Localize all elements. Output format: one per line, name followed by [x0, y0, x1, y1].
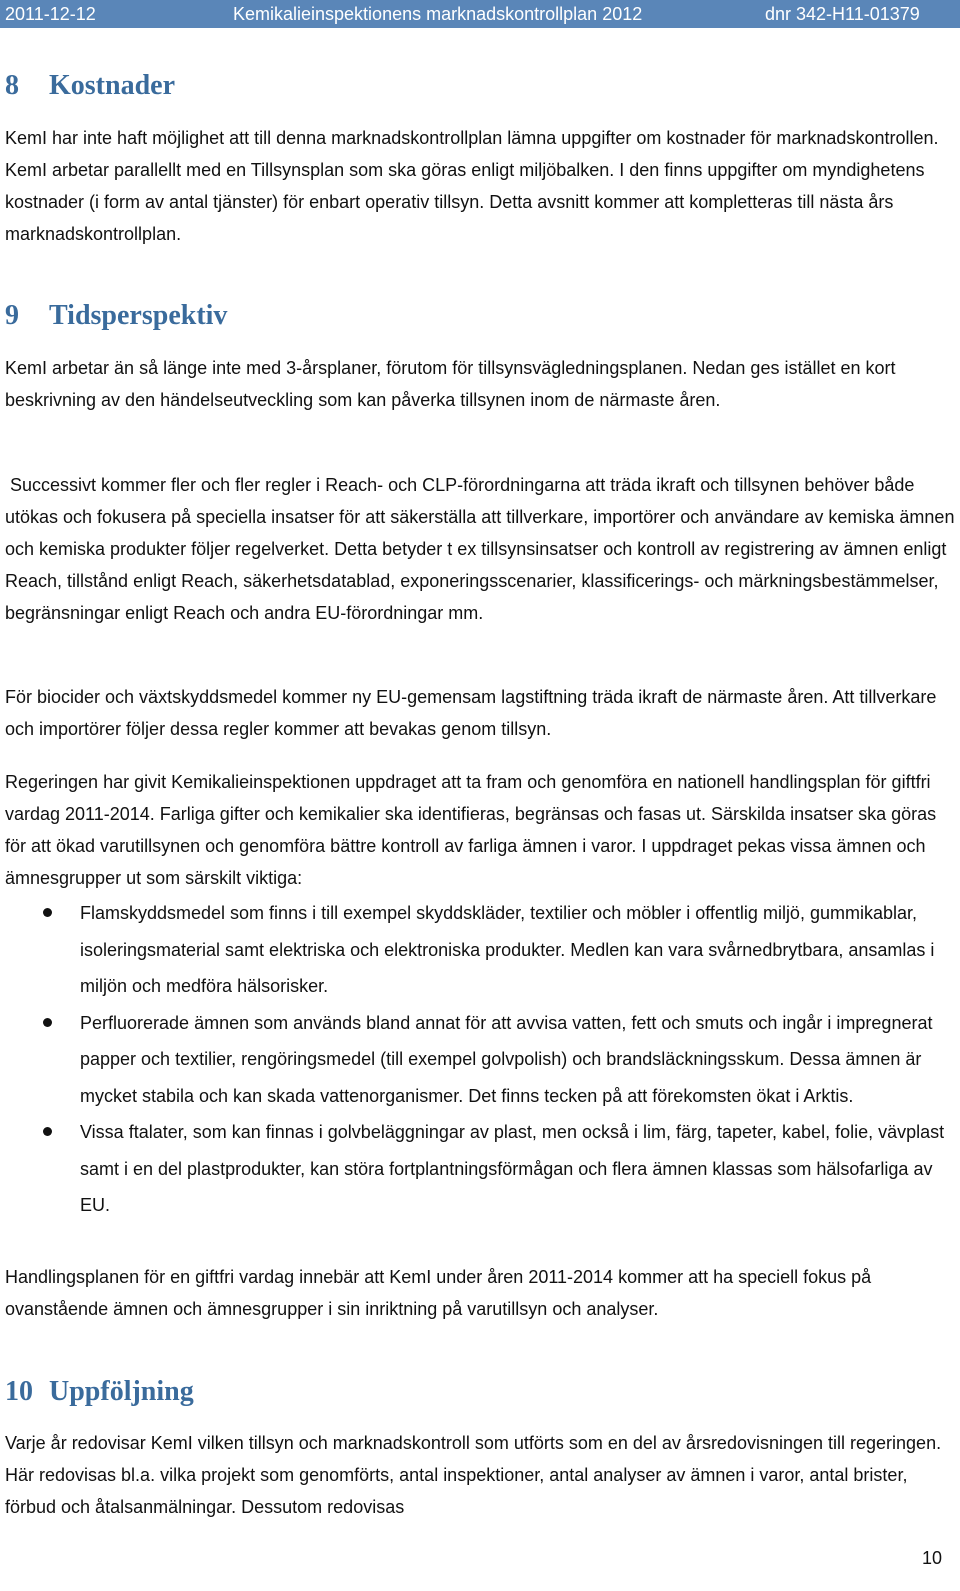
section-number: 8	[5, 70, 19, 101]
list-item-text: Perfluorerade ämnen som används bland annat för att avvisa vatten, fett och smuts och ingår i impregnerat papper och textilier, rengöringsmedel (till exempel golvpolish) och brandsläckningsskum. Dessa ämnen är mycket stabila och kan skada vattenorganismer. Det finns tecken på att förekomsten ökat i Arktis.	[80, 1012, 933, 1106]
header-title: Kemikalieinspektionens marknadskontrollplan 2012	[233, 4, 643, 24]
substance-list	[0, 895, 955, 1224]
section-title: Uppföljning	[49, 1376, 194, 1407]
section-number: 9	[5, 300, 19, 331]
list-item	[0, 1005, 955, 1115]
paragraph-tidsperspektiv-intro: KemI arbetar än så länge inte med 3-årsplaner, förutom för tillsynsvägledningsplanen. Nedan ges istället en kort beskrivning av den händelseutveckling som kan påverka tillsynen inom de närmaste åren.	[5, 358, 896, 410]
paragraph-kostnader: KemI har inte haft möjlighet att till denna marknadskontrollplan lämna uppgifter om kostnader för marknadskontrollen. KemI arbetar parallellt med en Tillsynsplan som ska göras enligt miljöbalken. I den finns uppgifter om myndighetens kostnader (i form av antal tjänster) för enbart operativ tillsyn. Detta avsnitt kommer att kompletteras till nästa års marknadskontrollplan.	[5, 128, 939, 244]
section-number: 10	[5, 1376, 33, 1407]
section-heading-kostnader	[5, 70, 175, 102]
list-item-text: Vissa ftalater, som kan finnas i golvbeläggningar av plast, men också i lim, färg, tapeter, kabel, folie, vävplast samt i en del plastprodukter, kan störa fortplantningsförmågan och flera ämnen klassas som hälsofarliga av EU.	[80, 1122, 945, 1215]
paragraph-reach-clp: Successivt kommer fler och fler regler i Reach- och CLP-förordningarna att träda ikraft och tillsynen behöver både utökas och fokusera på speciella insatser för att säkerställa att tillverkare, importörer och användare av kemiska ämnen och kemiska produkter följer regelverket. Detta betyder t ex tillsynsinsatser och kontroll av registrering av ämnen enligt Reach, tillstånd enligt Reach, säkerhetsdatablad, exponeringsscenarier, klassificerings- och märkningsbestämmelser, begränsningar enligt Reach och andra EU-förordningar mm.	[5, 475, 960, 623]
bullet-icon	[43, 1127, 52, 1136]
section-title: Tidsperspektiv	[49, 300, 228, 331]
list-item-text: Flamskyddsmedel som finns i till exempel skyddskläder, textilier och möbler i offentlig miljö, gummikablar, isoleringsmaterial samt elektriska och elektroniska produkter. Medlen kan vara svårnedbrytbara, ansamlas i miljön och medföra hälsorisker.	[80, 903, 935, 996]
paragraph-handlingsplan-fokus: Handlingsplanen för en giftfri vardag innebär att KemI under åren 2011-2014 kommer att ha speciell fokus på ovanstående ämnen och ämnesgrupper i sin inriktning på varutillsyn och analyser.	[5, 1267, 872, 1319]
bullet-icon	[43, 908, 52, 917]
header-dnr: dnr 342-H11-01379	[765, 4, 920, 24]
section-title: Kostnader	[49, 70, 175, 101]
bullet-icon	[43, 1018, 52, 1027]
list-item	[0, 895, 955, 1005]
page-header	[0, 0, 960, 28]
paragraph-biocider: För biocider och växtskyddsmedel kommer ny EU-gemensam lagstiftning träda ikraft de närmaste åren. Att tillverkare och importörer följer dessa regler kommer att bevakas genom tillsyn.	[5, 687, 937, 739]
header-date: 2011-12-12	[5, 4, 96, 24]
list-item	[0, 1114, 955, 1224]
section-heading-uppfoljning	[5, 1376, 194, 1408]
section-heading-tidsperspektiv	[5, 300, 227, 332]
page-number: 10	[921, 1548, 942, 1568]
paragraph-uppfoljning: Varje år redovisar KemI vilken tillsyn och marknadskontroll som utförts som en del av årsredovisningen till regeringen. Här redovisas bl.a. vilka projekt som genomförts, antal inspektioner, antal analyser av ämnen i varor, antal brister, förbud och åtalsanmälningar. Dessutom redovisas	[5, 1433, 942, 1517]
paragraph-handlingsplan: Regeringen har givit Kemikalieinspektionen uppdraget att ta fram och genomföra en nationell handlingsplan för giftfri vardag 2011-2014. Farliga gifter och kemikalier ska identifieras, begränsas och fasas ut. Särskilda insatser ska göras för att ökad varutillsynen och genomföra bättre kontroll av farliga ämnen i varor. I uppdraget pekas vissa ämnen och ämnesgrupper ut som särskilt viktiga:	[5, 772, 937, 888]
